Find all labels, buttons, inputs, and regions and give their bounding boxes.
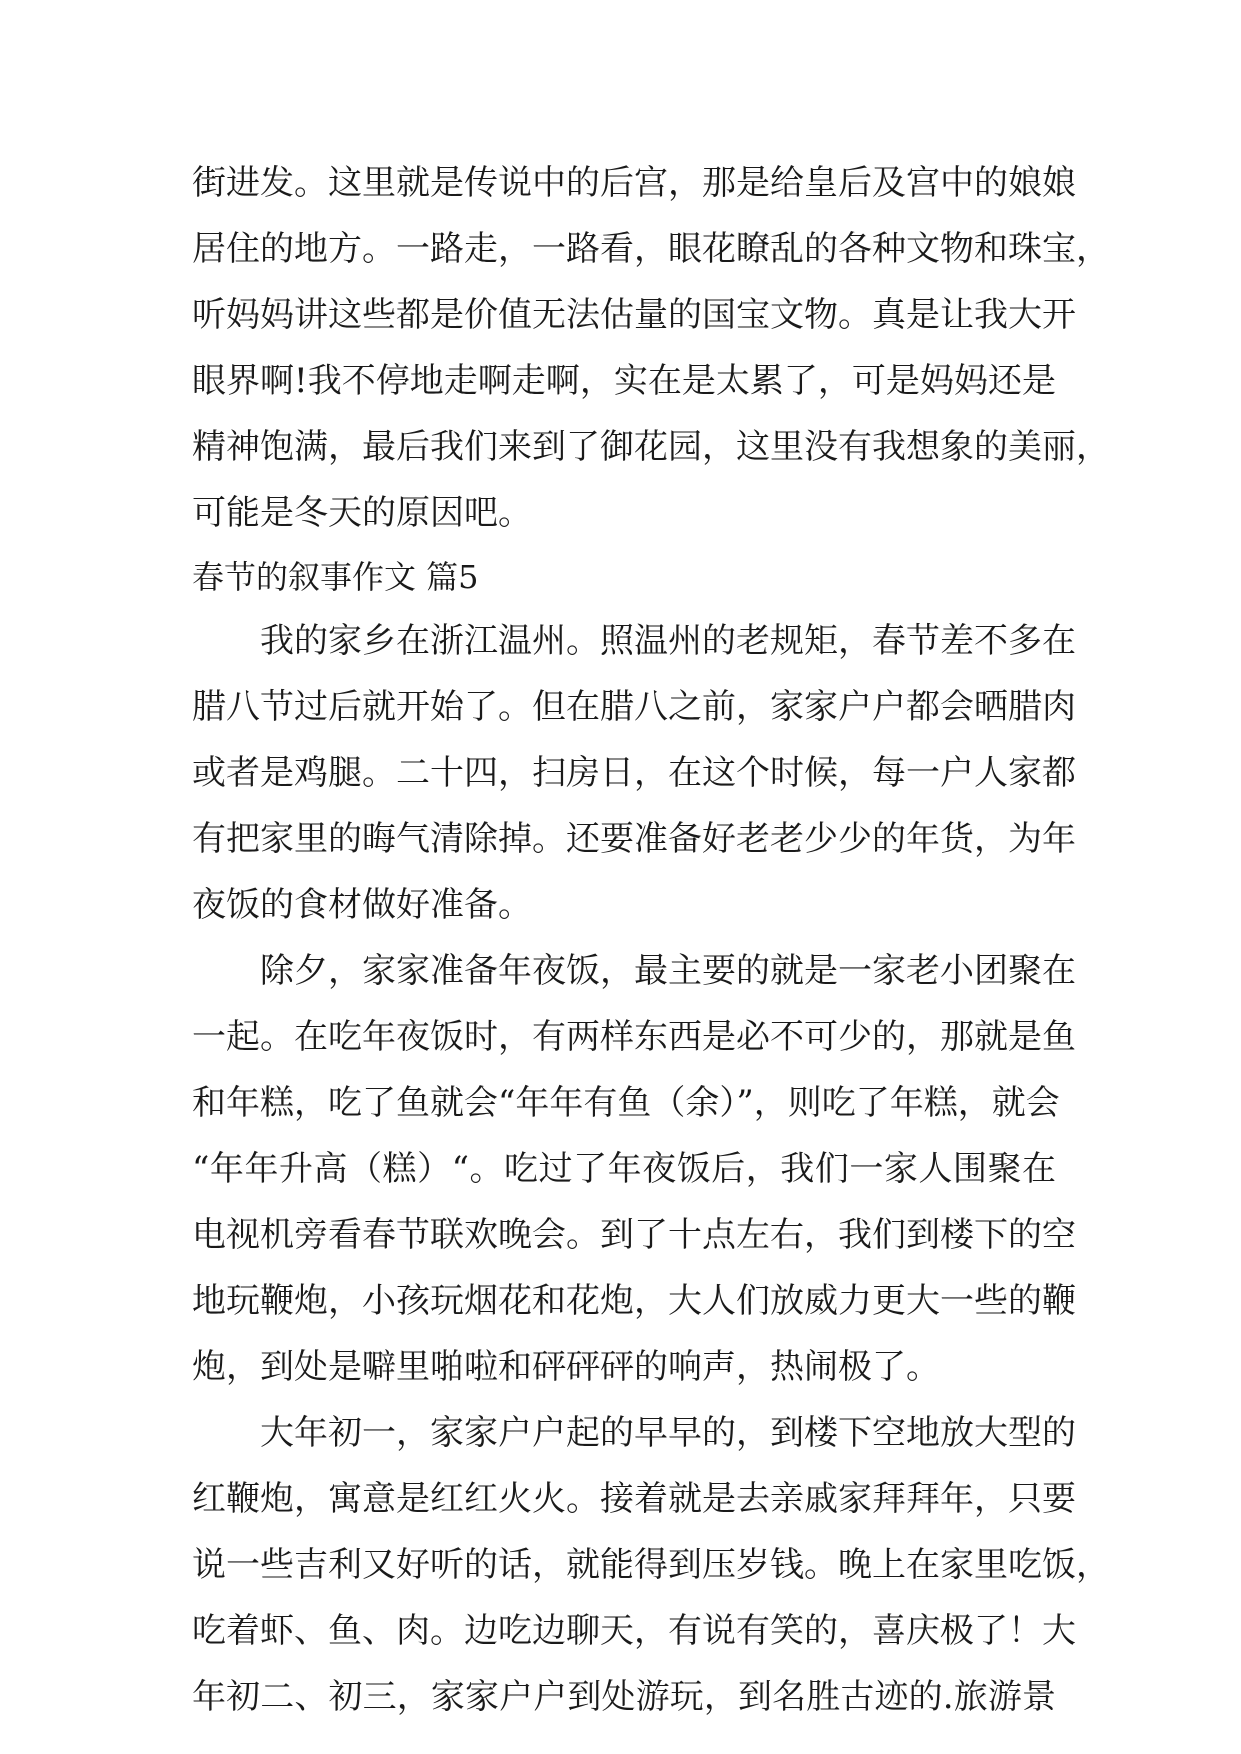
text-line: 我的家乡在浙江温州。照温州的老规矩，春节差不多在 [260, 621, 1076, 661]
text-line: 精神饱满，最后我们来到了御花园，这里没有我想象的美丽， [192, 427, 1110, 467]
text-line: 腊八节过后就开始了。但在腊八之前，家家户户都会晒腊肉 [192, 687, 1076, 727]
text-line: 夜饭的食材做好准备。 [192, 885, 532, 925]
text-line: 炮，到处是噼里啪啦和砰砰砰的响声，热闹极了。 [192, 1347, 940, 1387]
text-line: 居住的地方。一路走，一路看，眼花瞭乱的各种文物和珠宝， [192, 229, 1110, 269]
text-line: 一起。在吃年夜饭时，有两样东西是必不可少的，那就是鱼 [192, 1017, 1076, 1057]
section-heading: 春节的叙事作文 篇5 [192, 558, 479, 596]
text-line: 地玩鞭炮，小孩玩烟花和花炮，大人们放威力更大一些的鞭 [192, 1281, 1076, 1321]
text-line: 眼界啊!我不停地走啊走啊，实在是太累了，可是妈妈还是 [192, 361, 1056, 401]
paragraph-1 [192, 608, 1076, 938]
text-line: “年年升高（糕）“。吃过了年夜饭后，我们一家人围聚在 [192, 1149, 1056, 1189]
text-line: 吃着虾、鱼、肉。边吃边聊天，有说有笑的，喜庆极了！大 [192, 1611, 1076, 1651]
document-page [192, 150, 1110, 1730]
text-line: 大年初一，家家户户起的早早的，到楼下空地放大型的 [260, 1413, 1076, 1453]
text-line: 除夕，家家准备年夜饭，最主要的就是一家老小团聚在 [260, 951, 1076, 991]
text-line: 和年糕，吃了鱼就会“年年有鱼（余）”，则吃了年糕，就会 [192, 1083, 1060, 1123]
continued-paragraph [192, 150, 1110, 546]
text-line: 电视机旁看春节联欢晚会。到了十点左右，我们到楼下的空 [192, 1215, 1076, 1255]
text-line: 听妈妈讲这些都是价值无法估量的国宝文物。真是让我大开 [192, 295, 1076, 335]
text-line: 有把家里的晦气清除掉。还要准备好老老少少的年货，为年 [192, 819, 1076, 859]
text-line: 年初二、初三，家家户户到处游玩，到名胜古迹的.旅游景 [192, 1677, 1056, 1717]
paragraph-2 [192, 938, 1076, 1400]
text-line: 街进发。这里就是传说中的后宫，那是给皇后及宫中的娘娘 [192, 163, 1076, 203]
text-line: 红鞭炮，寓意是红红火火。接着就是去亲戚家拜拜年，只要 [192, 1479, 1076, 1519]
text-line: 说一些吉利又好听的话，就能得到压岁钱。晚上在家里吃饭， [192, 1545, 1110, 1585]
paragraph-3 [192, 1400, 1110, 1730]
text-line: 可能是冬天的原因吧。 [192, 493, 532, 533]
text-line: 或者是鸡腿。二十四，扫房日，在这个时候，每一户人家都 [192, 753, 1076, 793]
